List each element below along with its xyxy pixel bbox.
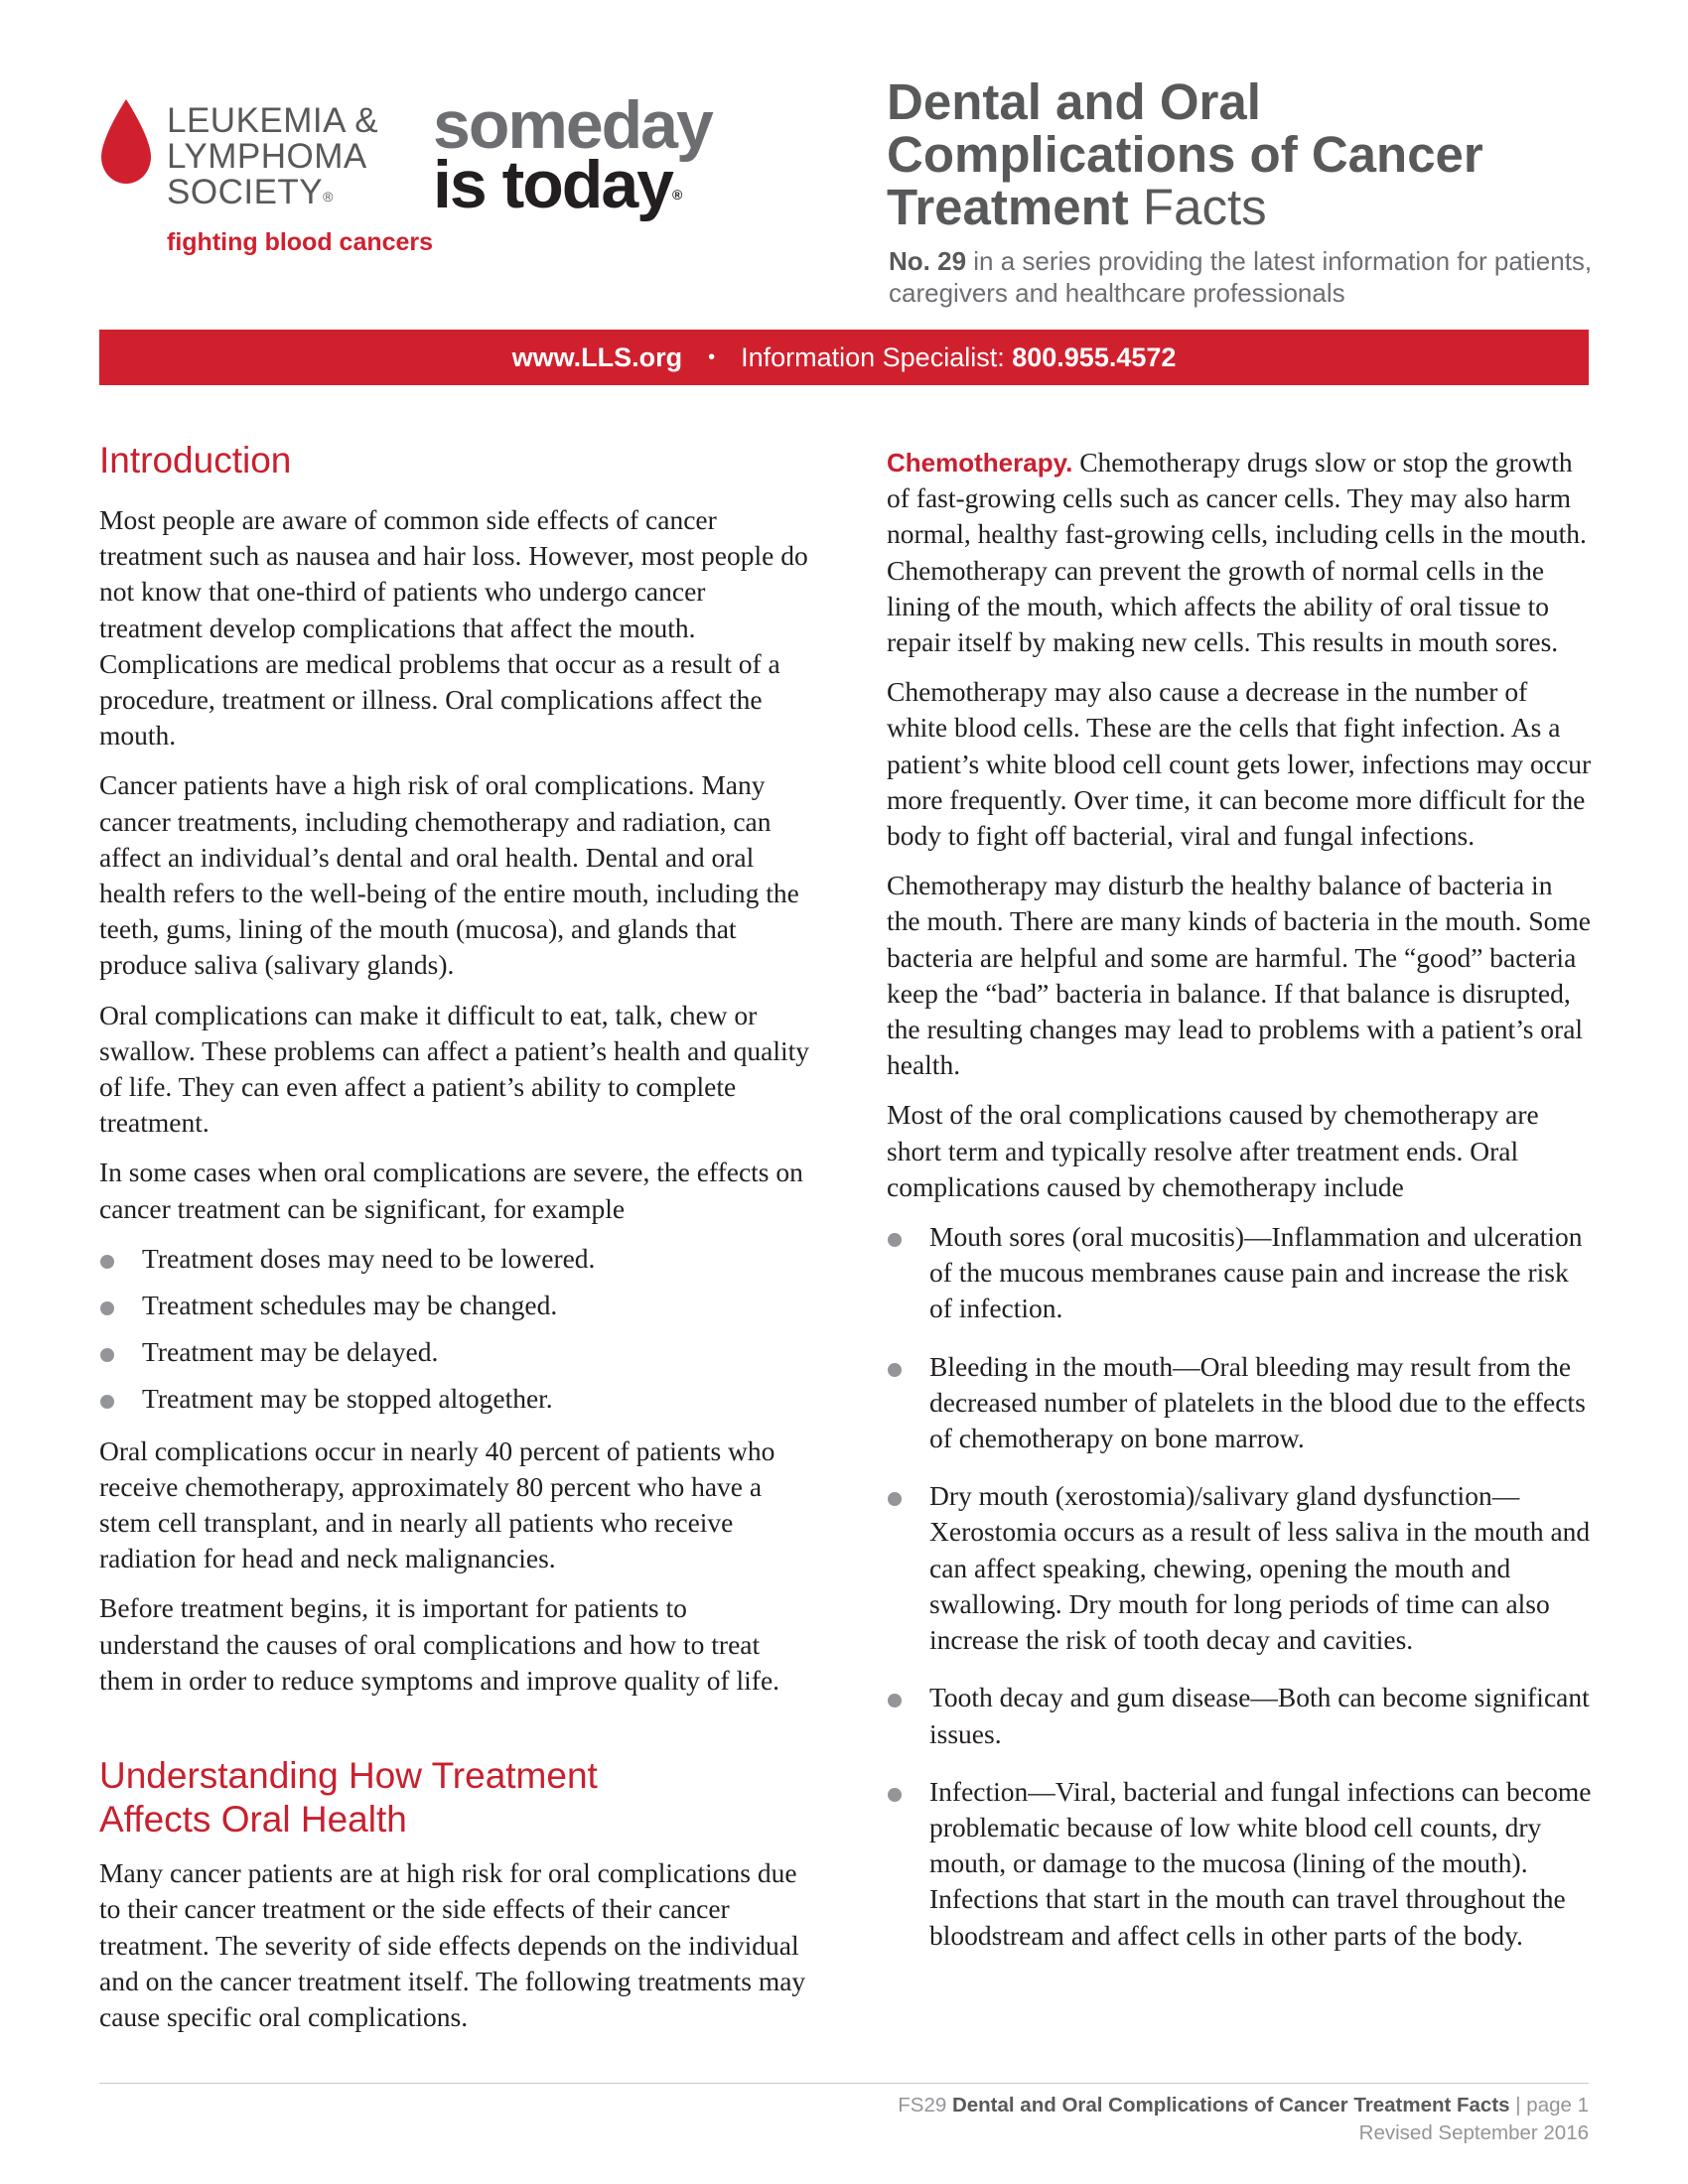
bullet-list: [99, 1241, 810, 1418]
list-item: Infection—Viral, bacterial and fungal infections can become problematic because of low white blood cell counts, dry mouth, or damage to the mucosa (lining of the mouth). Infections that start in the mouth can travel throughout the bloodstream and affect cells in other parts of the body.: [887, 1774, 1592, 1954]
series-description: in a series providing the latest information for patients, caregivers and healthcare professionals: [889, 246, 1593, 308]
bullet-icon: [888, 1788, 902, 1802]
list-item: Dry mouth (xerostomia)/salivary gland dysfunction— Xerostomia occurs as a result of less saliva in the mouth and can affect speaking, chewing, opening the mouth and swallowing. Dry mouth for long periods of time can also increase the risk of tooth decay and cavities.: [887, 1478, 1592, 1658]
lls-logo: [99, 93, 457, 262]
series-number: No. 29: [889, 246, 967, 276]
bullet-icon: [888, 1233, 902, 1247]
document-title: Dental and Oral Complications of Cancer Treatment Facts: [887, 73, 1483, 235]
left-column: [99, 437, 810, 2049]
bullet-icon: [888, 1694, 902, 1707]
phone-number[interactable]: 800.955.4572: [1012, 341, 1177, 372]
bullet-icon: [888, 1492, 902, 1506]
paragraph: Cancer patients have a high risk of oral complications. Many cancer treatments, including chemotherapy and radiation, can affect an individual’s dental and oral health. Dental and oral health refers to the well-being of the entire mouth, including the teeth, gums, lining of the mouth (mucosa), and glands that produce saliva (salivary glands).: [99, 769, 799, 981]
list-item: Treatment may be stopped altogether.: [99, 1381, 810, 1417]
footer-title: Dental and Oral Complications of Cancer Treatment Facts: [951, 2094, 1510, 2116]
paragraph: Oral complications occur in nearly 40 percent of patients who receive chemotherapy, approximately 80 percent who have a stem cell transplant, and in nearly all patients who receive radiation for head and neck malignancies.: [99, 1434, 775, 1574]
paragraph: Before treatment begins, it is important for patients to understand the causes of oral complications and how to treat them in order to reduce symptoms and improve quality of life.: [99, 1592, 780, 1696]
paragraph: Most people are aware of common side effects of cancer treatment such as nausea and hair loss. However, most people do not know that one-third of patients who undergo cancer treatment develop complications that affect the mouth. Complications are medical problems that occur as a result of a procedure, treatment or illness. Oral complications affect the mouth.: [99, 504, 808, 751]
paragraph: Many cancer patients are at high risk for oral complications due to their cancer treatment or the side effects of their cancer treatment. The severity of side effects depends on the individual and on the cancer treatment itself. The following treatments may cause specific oral complications.: [99, 1857, 806, 2032]
list-item: Treatment doses may need to be lowered.: [99, 1241, 810, 1277]
paragraph: Chemotherapy. Chemotherapy drugs slow or stop the growth of fast-growing cells such as cancer cells. They may also harm normal, healthy fast-growing cells, including cells in the mouth. Chemotherapy can prevent the growth of normal cells in the lining of the mouth, which affects the ability of oral tissue to repair itself by making new cells. This results in mouth sores.: [887, 447, 1587, 658]
paragraph: Oral complications can make it difficult to eat, talk, chew or swallow. These problems can affect a patient’s health and quality of life. They can even affect a patient’s ability to complete treatment.: [99, 999, 810, 1139]
chemotherapy-heading: Chemotherapy.: [887, 448, 1073, 478]
list-item: Treatment may be delayed.: [99, 1334, 810, 1370]
list-item: Bleeding in the mouth—Oral bleeding may result from the decreased number of platelets in the blood due to the effects of chemotherapy on bone marrow.: [887, 1349, 1592, 1457]
bullet-icon: [888, 1363, 902, 1377]
bullet-icon: [100, 1395, 114, 1409]
slogan-line-2: is today®: [433, 147, 683, 222]
specialist-label: Information Specialist:: [741, 341, 1005, 372]
slogan-line-1: someday: [433, 87, 712, 163]
slogan-logo: [433, 87, 712, 222]
bullet-list: [887, 1219, 1592, 1954]
list-item: Treatment schedules may be changed.: [99, 1288, 810, 1323]
org-name: LEUKEMIA & LYMPHOMA SOCIETY®: [167, 101, 379, 211]
page-number: | page 1: [1515, 2094, 1589, 2116]
paragraph: Chemotherapy may also cause a decrease in the number of white blood cells. These are the cells that fight infection. As a patient’s white blood cell count gets lower, infections may occur more frequently. Over time, it can become more difficult for the body to fight off bacterial, viral and fungal infections.: [887, 676, 1592, 852]
list-item: Mouth sores (oral mucositis)—Inflammation and ulceration of the mucous membranes cause pain and increase the risk of infection.: [887, 1219, 1592, 1327]
series-subtitle: [889, 245, 1604, 309]
org-tagline: fighting blood cancers: [167, 228, 434, 256]
footer-divider: [99, 2083, 1589, 2084]
revision-date: Revised September 2016: [1358, 2121, 1589, 2144]
list-item: Tooth decay and gum disease—Both can become significant issues.: [887, 1680, 1592, 1751]
paragraph: Most of the oral complications caused by chemotherapy are short term and typically resolve after treatment ends. Oral complications caused by chemotherapy include: [887, 1099, 1539, 1202]
right-column: [887, 445, 1592, 1976]
blood-drop-icon: [99, 99, 153, 185]
banner-separator: •: [708, 345, 716, 368]
paragraph: In some cases when oral complications are severe, the effects on cancer treatment can be significant, for example: [99, 1157, 803, 1224]
bullet-icon: [100, 1301, 114, 1315]
footer-code: FS29: [898, 2094, 947, 2116]
paragraph: Chemotherapy may disturb the healthy balance of bacteria in the mouth. There are many kinds of bacteria in the mouth. Some bacteria are helpful and some are harmful. The “good” bacteria keep the “bad” bacteria in balance. If that balance is disrupted, the resulting changes may lead to problems with a patient’s oral health.: [887, 870, 1591, 1081]
contact-banner: [99, 330, 1589, 385]
understanding-heading: Understanding How Treatment Affects Oral Health: [99, 1755, 598, 1841]
introduction-heading: Introduction: [99, 440, 292, 480]
bullet-icon: [100, 1255, 114, 1269]
footer-line: [898, 2094, 1589, 2117]
website-link[interactable]: www.LLS.org: [511, 341, 683, 372]
bullet-icon: [100, 1348, 114, 1362]
